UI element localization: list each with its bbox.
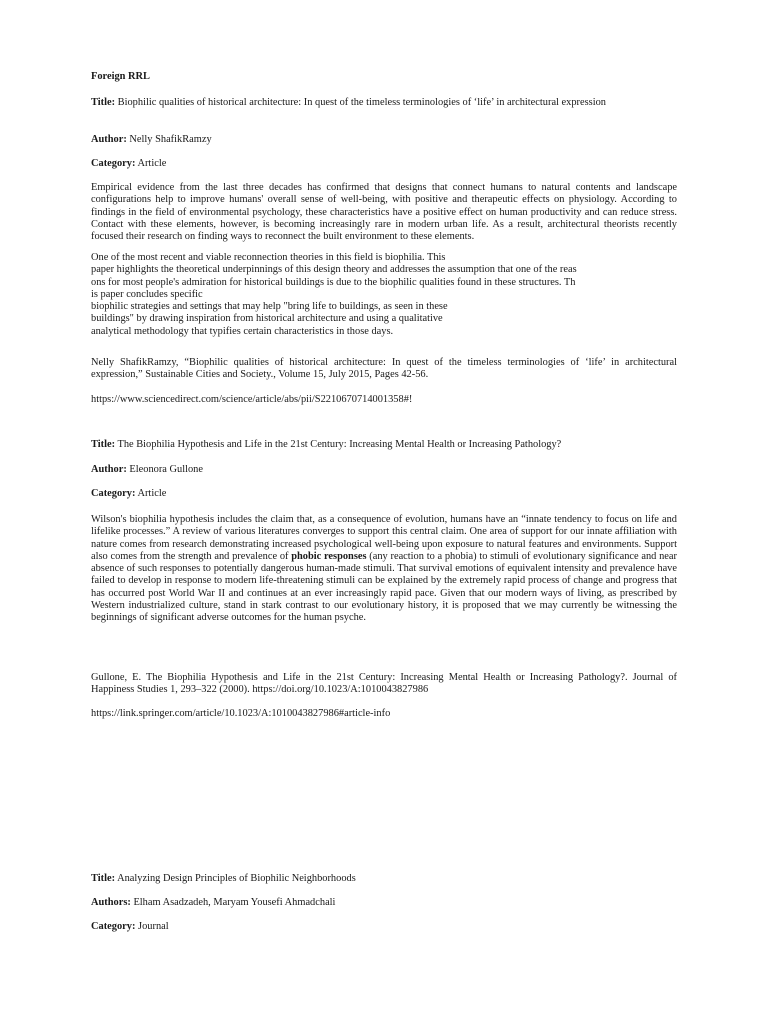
entry2-title: The Biophilia Hypothesis and Life in the 21st Century: Increasing Mental Health or Increasing Pathology? [117,439,562,450]
section-heading: Foreign RRL [91,71,150,82]
title-label: Title: [91,439,116,450]
entry1-category-line [91,158,677,170]
entry3-authors-line [91,897,677,909]
entry2-author-line [91,464,677,476]
entry1-abstract-line: buildings" by drawing inspiration from historical architecture and using a qualitative [91,313,443,325]
category-label: Category: [91,488,136,499]
entry3-category: Journal [138,921,169,932]
entry2-author: Eleonora Gullone [129,464,203,475]
author-label: Author: [91,134,127,145]
entry1-url-link[interactable]: https://www.sciencedirect.com/science/article/abs/pii/S2210670714001358#! [91,394,413,405]
entry2-url-link[interactable]: https://link.springer.com/article/10.1023/A:1010043827986#article-info [91,708,391,719]
entry1-citation: Nelly ShafikRamzy, “Biophilic qualities of historical architecture: In quest of the timeless terminologies of ‘life’ in architectural expression,” Sustainable Cities and Society., Volume 15, July 2015, Pages 42-56. [91,357,677,381]
entry1-abstract-line: paper highlights the theoretical underpinnings of this design theory and addresses the assumption that one of the reas [91,264,577,276]
entry2-citation: Gullone, E. The Biophilia Hypothesis and Life in the 21st Century: Increasing Mental Health or Increasing Pathology?. Journal of Happiness Studies 1, 293–322 (2000). https://doi.org/10.1023/A:1010043827986 [91,672,677,696]
entry3-title-line [91,873,677,885]
entry3-category-line [91,921,677,933]
category-label: Category: [91,158,136,169]
entry1-abstract-line: analytical methodology that typifies certain characteristics in those days. [91,325,394,337]
entry2-abstract-text: Wilson's biophilia hypothesis includes the claim that, as a consequence of evolution, humans have an “innate tendency to focus on life and lifelike processes.” A review of various literatures converges to support this central claim. One area of support for our innate affiliation with nature comes from research demonstrating increased psychological well-being upon exposure to natural features and environments. Support also comes from the strength and prevalence of [91,514,677,562]
entry1-abstract-lines [91,252,677,338]
entry1-abstract-line: One of the most recent and viable reconnection theories in this field is biophilia. This [91,252,446,263]
entry1-abstract-paragraph: Empirical evidence from the last three decades has confirmed that designs that connect humans to natural contents and landscape configurations help to improve humans' overall sense of well-being, with positive and therapeutic effects on physiology. According to findings in the field of environmental psychology, these characteristics have a positive effect on human productivity and can reduce stress. Contact with these elements, however, is becoming increasingly rare in modern urban life. As a result, architectural theorists recently focused their research on finding ways to reconnect the built environment to these elements. [91,182,677,243]
entry2-abstract [91,514,677,625]
author-label: Author: [91,464,127,475]
title-label: Title: [91,97,116,108]
entry1-title: Biophilic qualities of historical architecture: In quest of the timeless terminologies of ‘life’ in architectural expression [117,97,606,108]
entry2-abstract-text: (any reaction to a phobia) to stimuli of evolutionary significance and near absence of such responses to potentially dangerous human-made stimuli. That survival emotions of equivalent intensity and prevalence have failed to develop in response to modern life-threatening stimuli can be explained by the extremely rapid process of change and progress that has occurred post World War II and continues at an ever increasingly rapid pace. Given that our modern ways of living, as prescribed by Western industrialized culture, stand in stark contrast to our evolutionary history, it is proposed that we may currently be witnessing the beginnings of significant adverse outcomes for the human psyche. [91,550,677,624]
entry2-category-line [91,488,677,500]
category-label: Category: [91,921,136,932]
entry2-title-line [91,439,677,451]
entry1-abstract-line: ons for most people's admiration for historical buildings is due to the biophilic qualities found in these structures. Th [91,276,576,288]
entry3-title: Analyzing Design Principles of Biophilic Neighborhoods [117,873,356,884]
entry1-author: Nelly ShafikRamzy [129,134,212,145]
entry2-abstract-bold-term: phobic responses [291,550,367,562]
entry1-abstract-line: biophilic strategies and settings that may help "bring life to buildings, as seen in these [91,301,448,313]
entry3-authors: Elham Asadzadeh, Maryam Yousefi Ahmadchali [133,897,336,908]
entry1-abstract-line: is paper concludes specific [91,288,203,300]
entry2-category: Article [137,488,167,499]
entry1-title-line [91,97,677,109]
entry1-category: Article [137,158,167,169]
entry1-author-line [91,134,677,146]
title-label: Title: [91,873,116,884]
authors-label: Authors: [91,897,131,908]
